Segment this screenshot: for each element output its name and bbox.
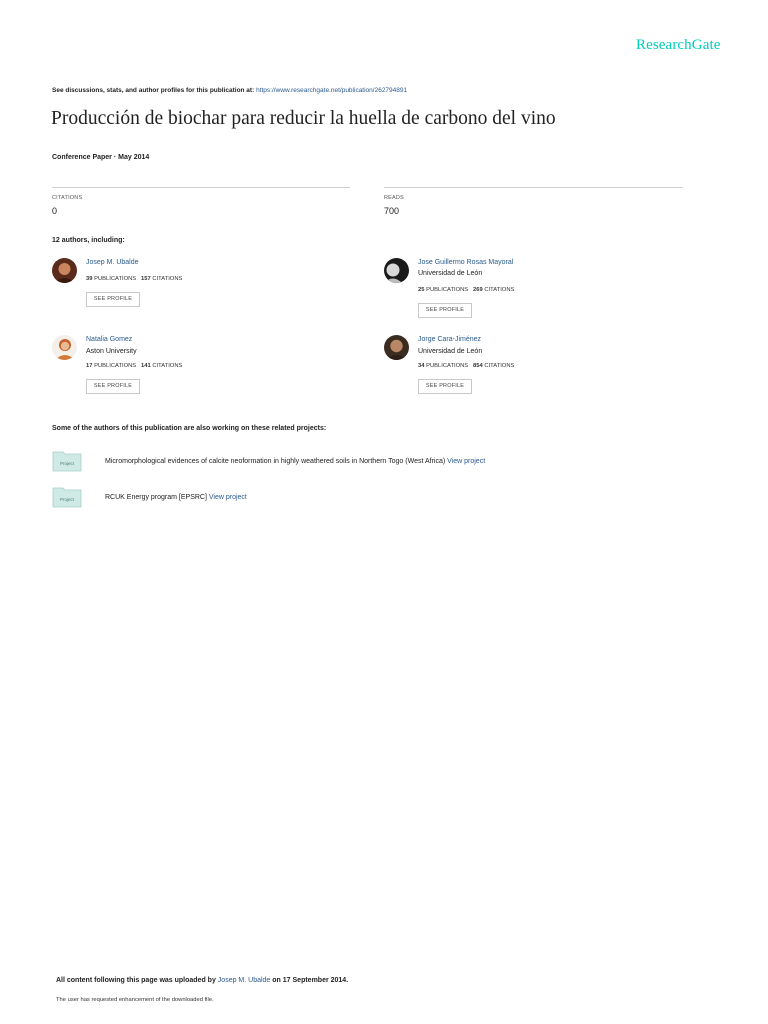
citations-label: CITATIONS [484, 287, 515, 293]
project-icon-label: Project [59, 497, 75, 502]
upload-suffix: on 17 September 2014. [272, 977, 349, 984]
author-card [52, 258, 352, 324]
author-affiliation: Universidad de León [418, 270, 483, 277]
authors-heading: 12 authors, including: [52, 237, 125, 244]
author-affiliation: Universidad de León [418, 348, 483, 355]
citations-count: 269 [473, 287, 483, 293]
project-folder-icon [52, 486, 82, 508]
citations-label: CITATIONS [152, 363, 183, 369]
author-name-link[interactable]: Jorge Cara-Jiménez [418, 336, 482, 343]
author-name-link[interactable]: Natalia Gomez [86, 336, 133, 343]
publication-title: Producción de biochar para reducir la huella de carbono del vino [51, 108, 556, 129]
avatar[interactable] [384, 335, 409, 360]
related-projects-heading: Some of the authors of this publication are also working on these related projects: [52, 425, 327, 432]
see-profile-button[interactable]: SEE PROFILE [418, 303, 472, 318]
project-icon-label: Project [59, 461, 75, 466]
publications-label: PUBLICATIONS [94, 363, 137, 369]
see-profile-button[interactable]: SEE PROFILE [86, 379, 140, 394]
publication-url-link[interactable]: https://www.researchgate.net/publication/262794891 [256, 87, 408, 94]
project-title [105, 494, 247, 501]
citations-count: 854 [473, 363, 483, 369]
author-name-link[interactable]: Jose Guillermo Rosas Mayoral [418, 259, 514, 266]
reads-label: READS [384, 195, 404, 201]
discussion-line [52, 87, 407, 94]
see-profile-button[interactable]: SEE PROFILE [418, 379, 472, 394]
publications-label: PUBLICATIONS [94, 276, 137, 282]
author-card [384, 258, 684, 324]
author-card [384, 335, 684, 401]
project-title-text: Micromorphological evidences of calcite neoformation in highly weathered soils in Northern Togo (West Africa) [105, 458, 446, 465]
publications-count: 39 [86, 276, 93, 282]
citations-label: CITATIONS [152, 276, 183, 282]
enhancement-note: The user has requested enhancement of the downloaded file. [56, 997, 214, 1003]
citations-count: 157 [141, 276, 151, 282]
author-stats [418, 363, 514, 369]
researchgate-logo[interactable]: ResearchGate [636, 37, 721, 53]
publications-label: PUBLICATIONS [426, 363, 469, 369]
avatar[interactable] [52, 335, 77, 360]
project-item [52, 450, 652, 476]
view-project-link[interactable]: View project [208, 494, 247, 501]
author-stats [86, 276, 182, 282]
citations-label: CITATIONS [52, 195, 83, 201]
upload-prefix: All content following this page was uploaded by [56, 977, 216, 984]
reads-value: 700 [384, 206, 400, 216]
publications-label: PUBLICATIONS [426, 287, 469, 293]
publications-count: 17 [86, 363, 93, 369]
view-project-link[interactable]: View project [447, 458, 486, 465]
discussion-label: See discussions, stats, and author profiles for this publication at: [52, 87, 255, 94]
avatar[interactable] [52, 258, 77, 283]
avatar[interactable] [384, 258, 409, 283]
publication-type-date: Conference Paper · May 2014 [52, 154, 150, 161]
project-item [52, 486, 652, 512]
citations-value: 0 [52, 206, 58, 216]
author-stats [418, 287, 514, 293]
publications-count: 34 [418, 363, 425, 369]
see-profile-button[interactable]: SEE PROFILE [86, 292, 140, 307]
project-title-text: RCUK Energy program [EPSRC] [105, 494, 207, 501]
citations-label: CITATIONS [484, 363, 515, 369]
project-folder-icon [52, 450, 82, 472]
author-stats [86, 363, 182, 369]
uploader-link[interactable]: Josep M. Ubalde [217, 977, 271, 984]
citations-count: 141 [141, 363, 151, 369]
author-name-link[interactable]: Josep M. Ubalde [86, 259, 139, 266]
divider-citations [52, 187, 350, 188]
author-affiliation: Aston University [86, 348, 137, 355]
project-title [105, 458, 485, 465]
author-card [52, 335, 352, 401]
publications-count: 25 [418, 287, 425, 293]
upload-note [56, 977, 348, 984]
divider-reads [384, 187, 683, 188]
